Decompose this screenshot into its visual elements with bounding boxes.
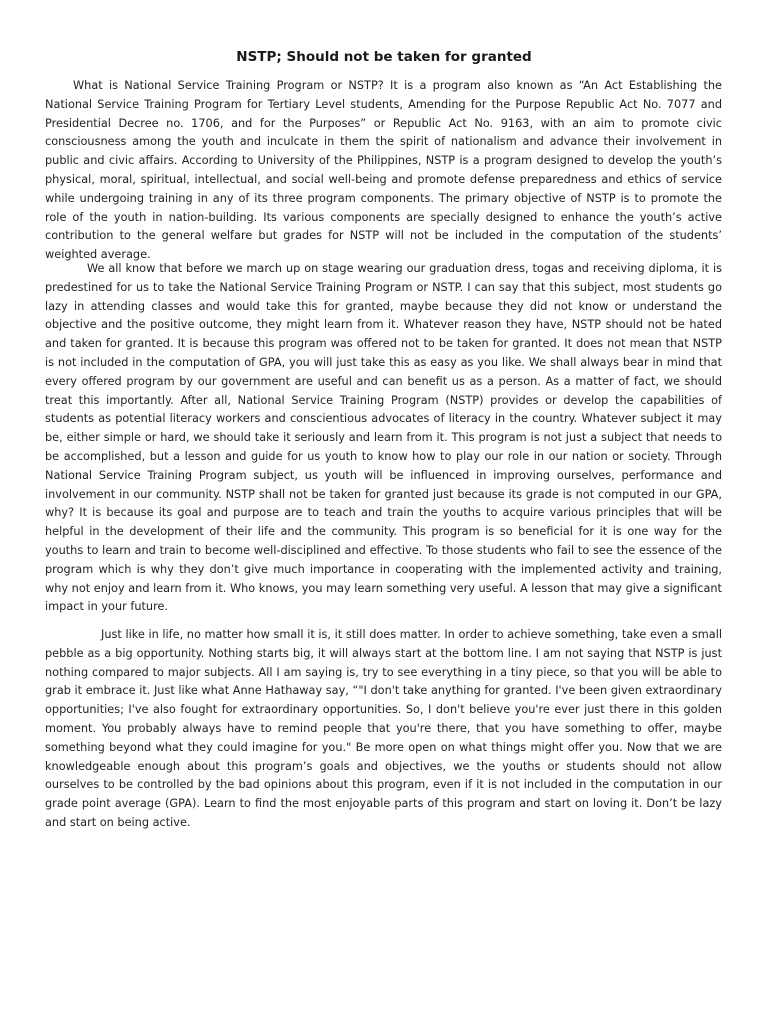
paragraph-2: We all know that before we march up on stage wearing our graduation dress, togas and receiving diploma, it is predestined for us to take the National Service Training Program or NSTP. I can say that this subject, most students go lazy in attending classes and would take this for granted, maybe because they did not know or understand the objective and the positive outcome, they might learn from it. Whatever reason they have, NSTP should not be hated and taken for granted. It is because this program was offered not to be taken for granted. It does not mean that NSTP is not included in the computation of GPA, you will just take this as easy as you like. We shall always bear in mind that every offered program by our government are useful and can benefit us as a person. As a matter of fact, we should treat this importantly. After all, National Service Training Program (NSTP) provides or develop the capabilities of students as potential literacy workers and conscientious advocates of literacy in the country. Whatever subject it may be, either simple or hard, we should take it seriously and learn from it. This program is not just a subject that needs to be accomplished, but a lesson and guide for us youth to know how to play our role in our nation or society. Through National Service Training Program subject, us youth will be influenced in improving ourselves, performance and involvement in our community. NSTP shall not be taken for granted just because its grade is not computed in our GPA, why? It is because its goal and purpose are to teach and train the youths to acquire various principles that will be helpful in the development of their life and the community. This program is so beneficial for it is one way for the youths to learn and train to become well-disciplined and effective. To those students who fail to see the essence of the program which is why they don’t give much importance in cooperating with the implemented activity and training, why not enjoy and learn from it. Who knows, you may learn something very useful. A lesson that may give a significant impact in your future. bbox=[45, 262, 722, 614]
page-title: NSTP; Should not be taken for granted bbox=[236, 49, 532, 65]
paragraph-3: Just like in life, no matter how small it is, it still does matter. In order to achieve something, take even a small pebble as a big opportunity. Nothing starts big, it will always start at the bottom line. I am not saying that NSTP is just nothing compared to major subjects. All I am saying is, try to see everything in a tiny piece, so that you will be able to grab it embrace it. Just like what Anne Hathaway say, “"I don't take anything for granted. I've been given extraordinary opportunities; I've also fought for extraordinary opportunities. So, I don't believe you're ever just there in this golden moment. You probably always have to remind people that you're there, that you have something to offer, maybe something beyond what they could imagine for you." Be more open on what things might offer you. Now that we are knowledgeable enough about this program’s goals and objectives, we the youths or students should not allow ourselves to be controlled by the bad opinions about this program, even if it is not included in the computation in our grade point average (GPA). Learn to find the most enjoyable parts of this program and start on loving it. Don’t be lazy and start on being active. bbox=[45, 628, 722, 829]
paragraph-1: What is National Service Training Program or NSTP? It is a program also known as “An Act Establishing the National Service Training Program for Tertiary Level students, Amending for the Purpose Republic Act No. 7077 and Presidential Decree no. 1706, and for the Purposes” or Republic Act No. 9163, with an aim to promote civic consciousness among the youth and inculcate in them the spirit of nationalism and advance their involvement in public and civic affairs. According to University of the Philippines, NSTP is a program designed to develop the youth’s physical, moral, spiritual, intellectual, and social well-being and promote defense preparedness and ethics of service while undergoing training in any of its three program components. The primary objective of NSTP is to promote the role of the youth in nation-building. Its various components are specially designed to enhance the youth’s active contribution to the general welfare but grades for NSTP will not be included in the computation of the students’ weighted average. bbox=[45, 79, 722, 262]
